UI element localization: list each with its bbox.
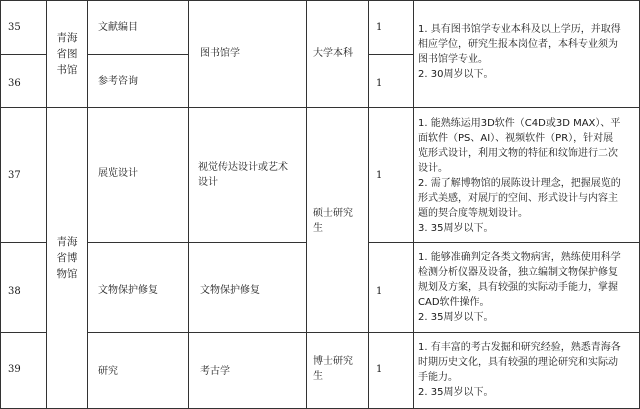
unit-museum — [47, 108, 87, 408]
row-number: 35 — [8, 21, 21, 33]
requirements — [414, 22, 639, 92]
education — [313, 354, 368, 384]
requirement-line: 面软件（PS、AI）、视频软件（PR），针对展 — [418, 133, 614, 144]
unit-line: 物馆 — [56, 268, 78, 280]
count: 1 — [376, 21, 383, 33]
requirements — [414, 250, 639, 330]
requirement-line: 1. 有丰富的考古发掘和研究经验，熟悉青海各 — [418, 342, 621, 353]
requirement-line: 相应学位，研究生报本岗位者，本科专业须为 — [418, 39, 618, 50]
unit-line: 青海 — [56, 236, 78, 248]
position-name: 文献编目 — [98, 21, 138, 33]
education-line: 博士研究 — [313, 356, 353, 367]
requirement-line: 1. 具有图书馆学专业本科及以上学历，并取得 — [418, 24, 621, 35]
position-name: 研究 — [98, 365, 118, 377]
count: 1 — [376, 363, 383, 375]
education-line: 生 — [313, 371, 323, 382]
major-line: 设计 — [198, 177, 218, 188]
requirement-line: 时期历史文化，具有较强的理论研究和实际动 — [418, 357, 618, 368]
education: 大学本科 — [313, 47, 353, 59]
education-line: 生 — [313, 223, 323, 234]
unit-line: 青海 — [56, 32, 78, 44]
major — [198, 160, 304, 190]
requirement-line: CAD软件操作。 — [418, 297, 490, 308]
requirement-line: 规划及方案，具有较强的实际动手能力，掌握 — [418, 282, 618, 293]
requirement-line: 2. 35周岁以下。 — [418, 312, 494, 323]
position-name: 展览设计 — [98, 167, 138, 179]
row-number: 37 — [8, 169, 21, 181]
unit-library — [47, 1, 87, 107]
major: 图书馆学 — [200, 47, 240, 59]
requirement-line: 题的契合度等规划设计。 — [418, 208, 528, 219]
requirements — [414, 116, 639, 240]
requirement-line: 手能力。 — [418, 372, 458, 383]
requirement-line: 2. 30周岁以下。 — [418, 69, 494, 80]
position-name: 参考咨询 — [98, 75, 138, 87]
row-number: 36 — [8, 77, 21, 89]
count: 1 — [376, 285, 383, 297]
unit-line: 省图 — [56, 48, 78, 60]
major: 文物保护修复 — [200, 284, 260, 296]
unit-line: 省博 — [56, 252, 78, 264]
major: 考古学 — [200, 365, 230, 377]
count: 1 — [376, 169, 383, 181]
requirement-line: 形式美感，对展厅的空间、形式设计与内容主 — [418, 193, 618, 204]
requirement-line: 图书馆学专业。 — [418, 54, 488, 65]
row-number: 39 — [8, 363, 21, 375]
requirement-line: 设计。 — [418, 163, 448, 174]
unit-line: 书馆 — [56, 64, 78, 76]
major-line: 视觉传达设计或艺术 — [198, 162, 288, 173]
requirement-line: 1. 能熟练运用3D软件（C4D或3D MAX）、平 — [418, 118, 621, 129]
position-name: 文物保护修复 — [98, 284, 158, 296]
count: 1 — [376, 77, 383, 89]
requirement-line: 1. 能够准确判定各类文物病害，熟练使用科学 — [418, 252, 621, 263]
education-line: 硕士研究 — [313, 208, 353, 219]
requirements — [414, 340, 639, 406]
requirement-line: 3. 35周岁以下。 — [418, 223, 494, 234]
education — [313, 206, 368, 236]
requirement-line: 检测分析仪器及设备，独立编制文物保护修复 — [418, 267, 618, 278]
requirement-line: 2. 需了解博物馆的展陈设计理念，把握展览的 — [418, 178, 621, 189]
row-number: 38 — [8, 285, 21, 297]
requirement-line: 2. 35周岁以下。 — [418, 387, 494, 398]
requirement-line: 览形式设计，利用文物的特征和纹饰进行二次 — [418, 148, 618, 159]
